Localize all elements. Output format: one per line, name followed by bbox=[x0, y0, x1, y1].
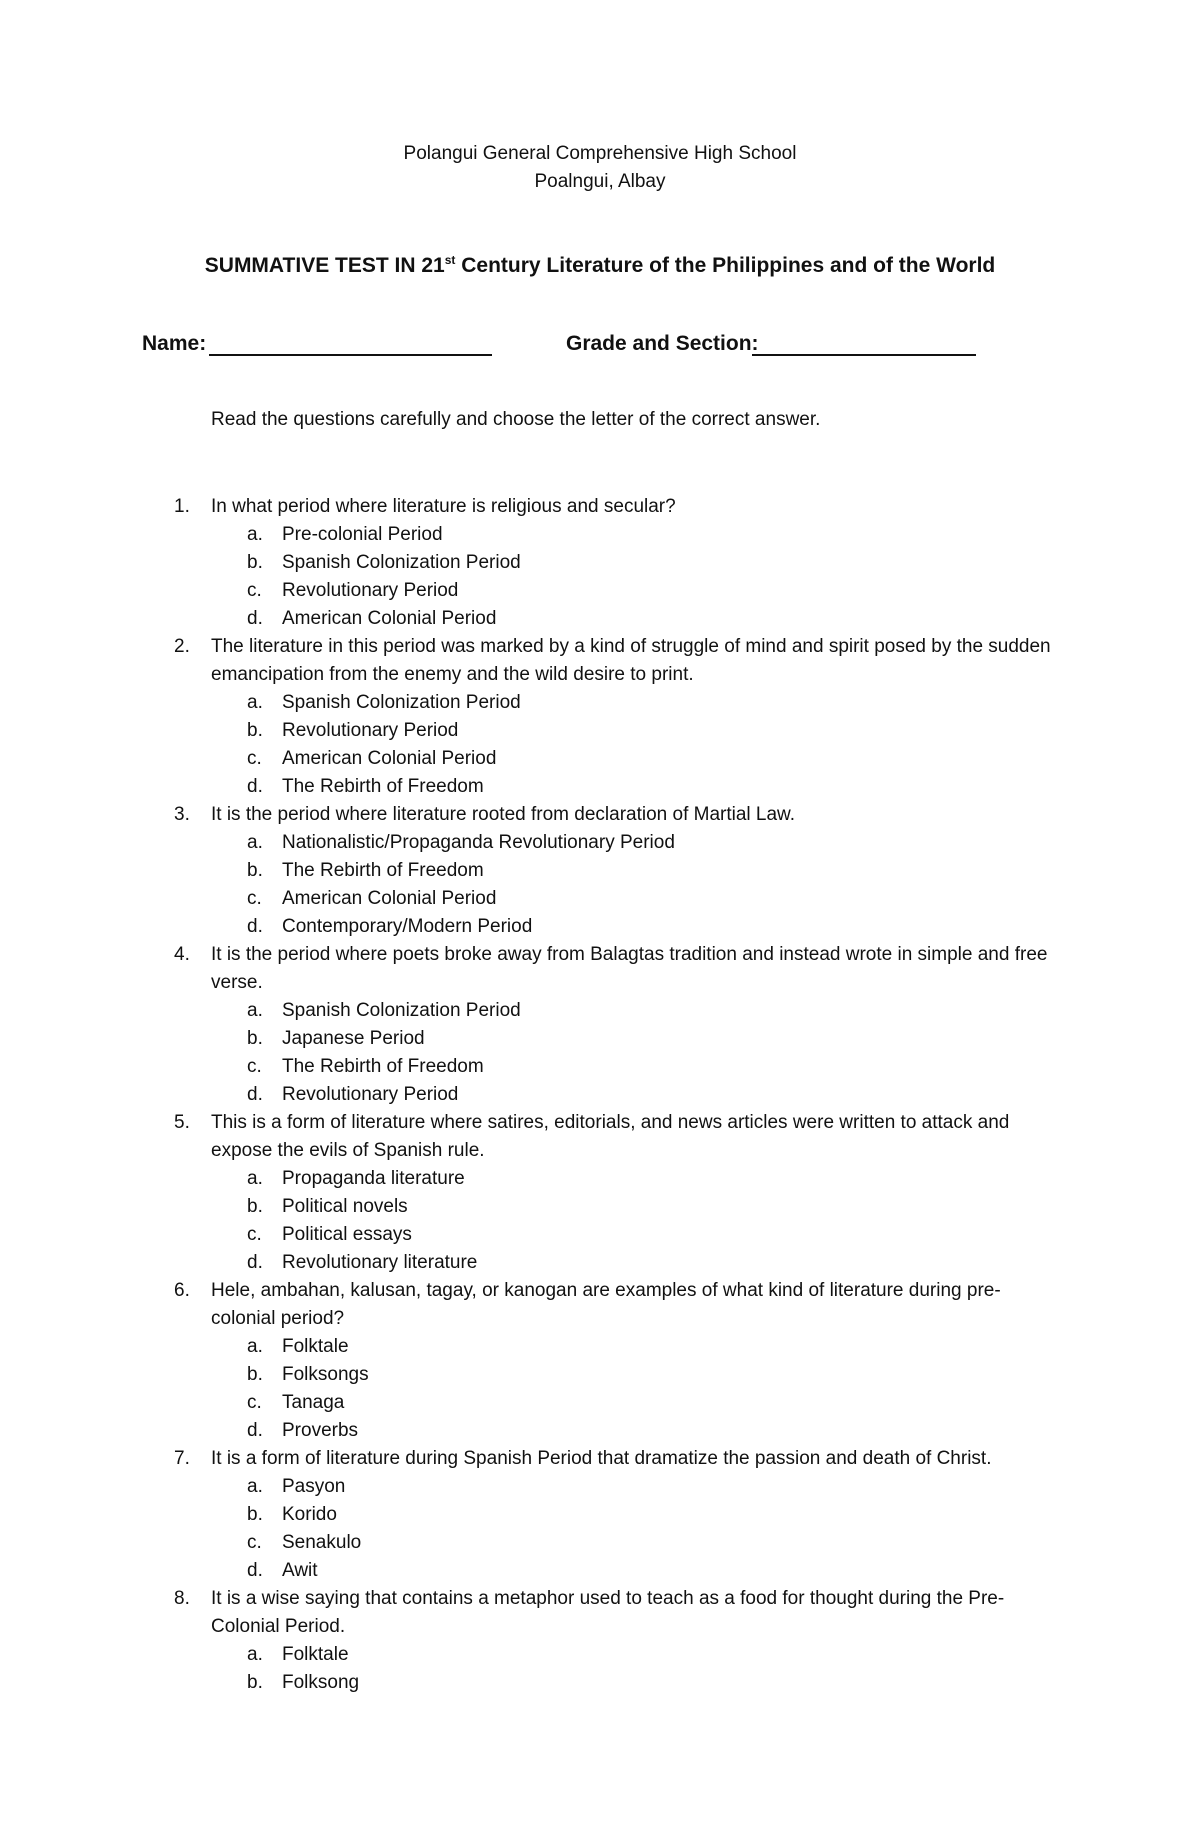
answer-choice bbox=[0, 577, 1200, 605]
question-item bbox=[0, 1109, 1200, 1165]
name-blank-line[interactable] bbox=[209, 332, 492, 356]
choice-letter: d. bbox=[247, 1252, 263, 1273]
question-number: 3. bbox=[174, 804, 190, 825]
answer-choice bbox=[0, 1221, 1200, 1249]
choice-letter: c. bbox=[247, 580, 262, 601]
school-location: Poalngui, Albay bbox=[534, 171, 666, 192]
choice-text: The Rebirth of Freedom bbox=[282, 1056, 484, 1077]
answer-choice bbox=[0, 885, 1200, 913]
choice-letter: a. bbox=[247, 692, 263, 713]
choice-text: Awit bbox=[282, 1560, 318, 1581]
choice-letter: d. bbox=[247, 916, 263, 937]
choice-letter: c. bbox=[247, 1532, 262, 1553]
choice-letter: c. bbox=[247, 1056, 262, 1077]
answer-choice bbox=[0, 745, 1200, 773]
question-item bbox=[0, 1277, 1200, 1333]
question-text: It is the period where literature rooted from declaration of Martial Law. bbox=[211, 804, 796, 825]
choice-letter: c. bbox=[247, 748, 262, 769]
question-number: 4. bbox=[174, 944, 190, 965]
choice-letter: d. bbox=[247, 1420, 263, 1441]
choice-text: Proverbs bbox=[282, 1420, 359, 1441]
question-number: 8. bbox=[174, 1588, 190, 1609]
question-text: It is the period where poets broke away from Balagtas tradition and instead wrote in simple and free verse. bbox=[211, 944, 1048, 993]
choice-text: American Colonial Period bbox=[282, 888, 497, 909]
answer-choice bbox=[0, 689, 1200, 717]
answer-choice bbox=[0, 829, 1200, 857]
question-list bbox=[0, 493, 1200, 1697]
answer-choice bbox=[0, 773, 1200, 801]
title-prefix: SUMMATIVE TEST IN 21 bbox=[204, 254, 445, 277]
choice-text: Contemporary/Modern Period bbox=[282, 916, 533, 937]
question-item bbox=[0, 1445, 1200, 1473]
choice-letter: d. bbox=[247, 608, 263, 629]
choice-letter: b. bbox=[247, 1028, 263, 1049]
answer-choice bbox=[0, 1389, 1200, 1417]
answer-choice bbox=[0, 521, 1200, 549]
choice-letter: a. bbox=[247, 1644, 263, 1665]
choice-text: Revolutionary literature bbox=[282, 1252, 478, 1273]
question-item bbox=[0, 801, 1200, 829]
choice-text: Revolutionary Period bbox=[282, 580, 459, 601]
question-number: 7. bbox=[174, 1448, 190, 1469]
answer-choice bbox=[0, 1165, 1200, 1193]
question-text: It is a wise saying that contains a metaphor used to teach as a food for thought during the Pre-Colonial Period. bbox=[211, 1588, 1005, 1637]
choice-letter: a. bbox=[247, 1168, 263, 1189]
answer-choice bbox=[0, 1081, 1200, 1109]
choice-text: Tanaga bbox=[282, 1392, 345, 1413]
choice-letter: a. bbox=[247, 1336, 263, 1357]
school-name: Polangui General Comprehensive High School bbox=[403, 143, 797, 164]
choice-text: Revolutionary Period bbox=[282, 1084, 459, 1105]
choice-letter: a. bbox=[247, 1000, 263, 1021]
choice-text: Japanese Period bbox=[282, 1028, 425, 1049]
answer-choice bbox=[0, 1473, 1200, 1501]
answer-choice bbox=[0, 1557, 1200, 1585]
answer-choice bbox=[0, 1417, 1200, 1445]
choice-letter: a. bbox=[247, 832, 263, 853]
question-number: 5. bbox=[174, 1112, 190, 1133]
choice-text: Revolutionary Period bbox=[282, 720, 459, 741]
choice-text: Spanish Colonization Period bbox=[282, 552, 521, 573]
choice-letter: d. bbox=[247, 1560, 263, 1581]
choice-letter: a. bbox=[247, 524, 263, 545]
choice-text: American Colonial Period bbox=[282, 748, 497, 769]
choice-letter: d. bbox=[247, 776, 263, 797]
choice-text: Pasyon bbox=[282, 1476, 346, 1497]
choice-text: Folksongs bbox=[282, 1364, 369, 1385]
choice-letter: b. bbox=[247, 720, 263, 741]
choice-text: Folksong bbox=[282, 1672, 360, 1693]
question-number: 2. bbox=[174, 636, 190, 657]
question-text: It is a form of literature during Spanish Period that dramatize the passion and death of Christ. bbox=[211, 1448, 992, 1469]
choice-text: Folktale bbox=[282, 1644, 349, 1665]
choice-letter: c. bbox=[247, 1224, 262, 1245]
choice-text: American Colonial Period bbox=[282, 608, 497, 629]
question-item bbox=[0, 941, 1200, 997]
choice-text: Pre-colonial Period bbox=[282, 524, 443, 545]
question-text: This is a form of literature where satires, editorials, and news articles were written to attack and expose the evils of Spanish rule. bbox=[211, 1112, 1010, 1161]
choice-letter: b. bbox=[247, 552, 263, 573]
choice-text: Propaganda literature bbox=[282, 1168, 465, 1189]
choice-text: Spanish Colonization Period bbox=[282, 692, 521, 713]
choice-text: Nationalistic/Propaganda Revolutionary Period bbox=[282, 832, 675, 853]
choice-letter: b. bbox=[247, 1672, 263, 1693]
title-suffix: Century Literature of the Philippines and of the World bbox=[455, 254, 996, 277]
choice-text: Political novels bbox=[282, 1196, 408, 1217]
choice-letter: b. bbox=[247, 1504, 263, 1525]
choice-text: Political essays bbox=[282, 1224, 412, 1245]
choice-letter: a. bbox=[247, 1476, 263, 1497]
grade-section-label: Grade and Section: bbox=[566, 332, 759, 355]
question-item bbox=[0, 633, 1200, 689]
title-superscript: st bbox=[444, 253, 456, 267]
answer-choice bbox=[0, 1641, 1200, 1669]
question-text: Hele, ambahan, kalusan, tagay, or kanogan are examples of what kind of literature during pre-colonial period? bbox=[211, 1280, 1001, 1329]
question-number: 6. bbox=[174, 1280, 190, 1301]
answer-choice bbox=[0, 1249, 1200, 1277]
answer-choice bbox=[0, 913, 1200, 941]
choice-letter: c. bbox=[247, 888, 262, 909]
question-text: In what period where literature is religious and secular? bbox=[211, 496, 676, 517]
choice-text: Korido bbox=[282, 1504, 337, 1525]
choice-text: The Rebirth of Freedom bbox=[282, 776, 484, 797]
question-number: 1. bbox=[174, 496, 190, 517]
choice-letter: c. bbox=[247, 1392, 262, 1413]
answer-choice bbox=[0, 1361, 1200, 1389]
answer-choice bbox=[0, 605, 1200, 633]
answer-choice bbox=[0, 1193, 1200, 1221]
choice-text: The Rebirth of Freedom bbox=[282, 860, 484, 881]
answer-choice bbox=[0, 1053, 1200, 1081]
choice-text: Senakulo bbox=[282, 1532, 362, 1553]
answer-choice bbox=[0, 1669, 1200, 1697]
answer-choice bbox=[0, 997, 1200, 1025]
question-text: The literature in this period was marked by a kind of struggle of mind and spirit posed by the sudden emancipation from the enemy and the wild desire to print. bbox=[211, 636, 1051, 685]
answer-choice bbox=[0, 1501, 1200, 1529]
answer-choice bbox=[0, 549, 1200, 577]
choice-letter: b. bbox=[247, 860, 263, 881]
question-item bbox=[0, 1585, 1200, 1641]
grade-section-blank-line[interactable] bbox=[752, 332, 976, 356]
instructions: Read the questions carefully and choose the letter of the correct answer. bbox=[211, 409, 821, 430]
answer-choice bbox=[0, 1025, 1200, 1053]
answer-choice bbox=[0, 717, 1200, 745]
choice-text: Folktale bbox=[282, 1336, 349, 1357]
answer-choice bbox=[0, 857, 1200, 885]
choice-text: Spanish Colonization Period bbox=[282, 1000, 521, 1021]
choice-letter: b. bbox=[247, 1196, 263, 1217]
answer-choice bbox=[0, 1333, 1200, 1361]
question-item bbox=[0, 493, 1200, 521]
name-label: Name: bbox=[142, 332, 207, 355]
choice-letter: d. bbox=[247, 1084, 263, 1105]
test-title bbox=[0, 254, 1200, 278]
choice-letter: b. bbox=[247, 1364, 263, 1385]
answer-choice bbox=[0, 1529, 1200, 1557]
